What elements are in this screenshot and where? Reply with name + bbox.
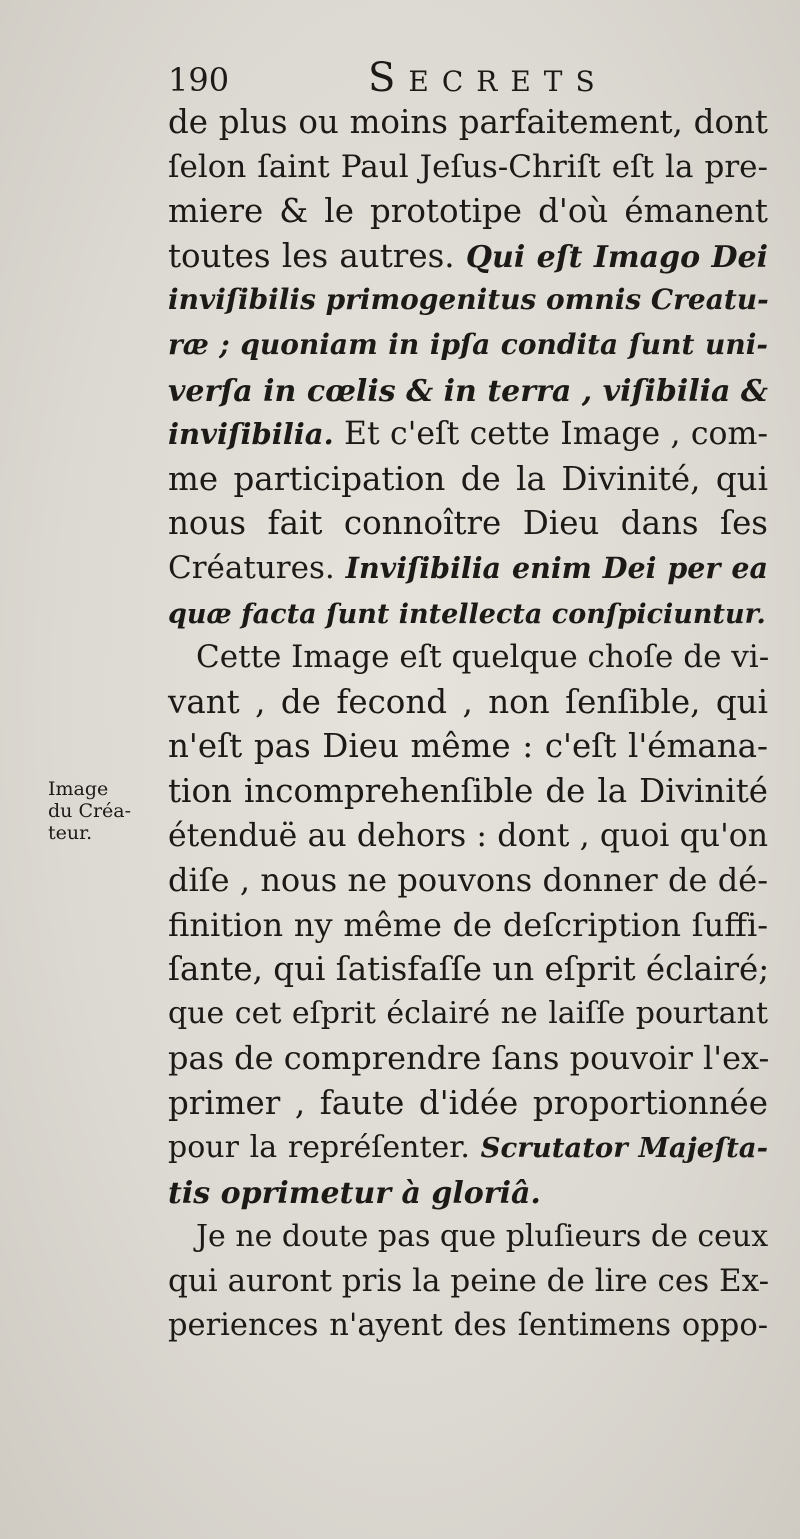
latin-quote: Scrutator Majeſta- xyxy=(480,1131,769,1164)
latin-quote: quæ facta ſunt intellecta conſpiciuntur. xyxy=(168,598,766,630)
text-segment: tion incomprehenſible de la Divinité xyxy=(168,771,768,810)
text-segment: me participation de la Divinité, qui xyxy=(168,459,768,498)
text-line xyxy=(168,100,768,145)
text-line xyxy=(168,814,768,859)
text-segment: étenduë au dehors : dont , quoi qu'on xyxy=(168,817,768,854)
text-line xyxy=(168,1081,768,1126)
text-segment: de plus ou moins parfaitement, dont xyxy=(168,103,768,141)
text-line xyxy=(168,1170,768,1215)
margin-note-line: Image xyxy=(48,778,109,800)
text-line xyxy=(168,1215,768,1260)
text-line xyxy=(168,635,768,680)
latin-quote: verſa in cœlis & in terra , viſibilia & xyxy=(168,373,768,409)
text-segment: pas de comprendre ſans pouvoir l'ex- xyxy=(168,1039,770,1078)
text-line xyxy=(168,501,768,546)
text-line xyxy=(168,278,768,323)
text-segment: qui auront pris la peine de lire ces Ex- xyxy=(168,1263,770,1300)
running-title: Secrets xyxy=(368,55,608,101)
page-header xyxy=(168,55,768,105)
text-segment: ſelon ſaint Paul Jeſus-Chriſt eſt la pre- xyxy=(168,148,768,185)
text-line xyxy=(168,234,768,279)
text-segment: toutes les autres. xyxy=(168,236,466,275)
latin-quote: Qui eſt Imago Dei xyxy=(465,239,768,275)
text-segment: Cette Image eſt quelque choſe de vi- xyxy=(196,639,770,676)
margin-note xyxy=(48,778,163,844)
text-line xyxy=(168,591,768,636)
text-segment: n'eſt pas Dieu même : c'eſt l'émana- xyxy=(168,727,768,766)
text-segment: primer , faute d'idée proportionnée xyxy=(168,1084,768,1123)
text-segment: pour la repréſenter. xyxy=(168,1129,481,1165)
text-segment: ſante, qui ſatisfaſſe un eſprit éclairé; xyxy=(168,950,770,989)
text-segment: miere & le prototipe d'où émanent xyxy=(168,192,768,231)
text-segment: Créatures. xyxy=(168,549,346,586)
text-line xyxy=(168,189,768,234)
text-line xyxy=(168,769,768,814)
text-line xyxy=(168,947,768,992)
text-segment: periences n'ayent des ſentimens oppo- xyxy=(168,1308,768,1344)
text-line xyxy=(168,858,768,903)
latin-quote: tis oprimetur à gloriâ. xyxy=(168,1176,541,1212)
text-line xyxy=(168,323,768,368)
text-line xyxy=(168,724,768,769)
text-line xyxy=(168,412,768,457)
text-segment: finition ny même de deſcription ſuffi- xyxy=(168,905,768,944)
latin-quote: ræ ; quoniam in ipſa condita ſunt uni- xyxy=(168,327,768,361)
text-segment: Et c'eſt cette Image , com- xyxy=(333,416,768,453)
text-line xyxy=(168,992,768,1037)
text-segment: nous fait connoître Dieu dans ſes xyxy=(168,504,768,543)
text-line xyxy=(168,368,768,413)
text-line xyxy=(168,1304,768,1349)
text-line xyxy=(168,457,768,502)
text-line xyxy=(168,1259,768,1304)
text-segment: vant , de fecond , non ſenſible, qui xyxy=(168,682,768,721)
text-segment: Je ne doute pas que pluſieurs de ceux xyxy=(196,1218,769,1254)
text-line xyxy=(168,680,768,725)
margin-note-line: du Créa- xyxy=(48,800,132,822)
text-line xyxy=(168,546,768,591)
text-line xyxy=(168,903,768,948)
latin-quote: inviſibilia. xyxy=(168,417,334,452)
margin-note-line: teur. xyxy=(48,822,93,844)
latin-quote: Inviſibilia enim Dei per ea xyxy=(345,550,768,585)
text-segment: que cet eſprit éclairé ne laiſſe pourtant xyxy=(168,995,768,1031)
text-line xyxy=(168,1036,768,1081)
page-number: 190 xyxy=(168,61,230,99)
text-line xyxy=(168,1126,768,1171)
body-text xyxy=(168,100,768,1349)
text-line xyxy=(168,145,768,190)
text-segment: diſe , nous ne pouvons donner de dé- xyxy=(168,861,768,900)
latin-quote: inviſibilis primogenitus omnis Creatu- xyxy=(168,283,769,317)
